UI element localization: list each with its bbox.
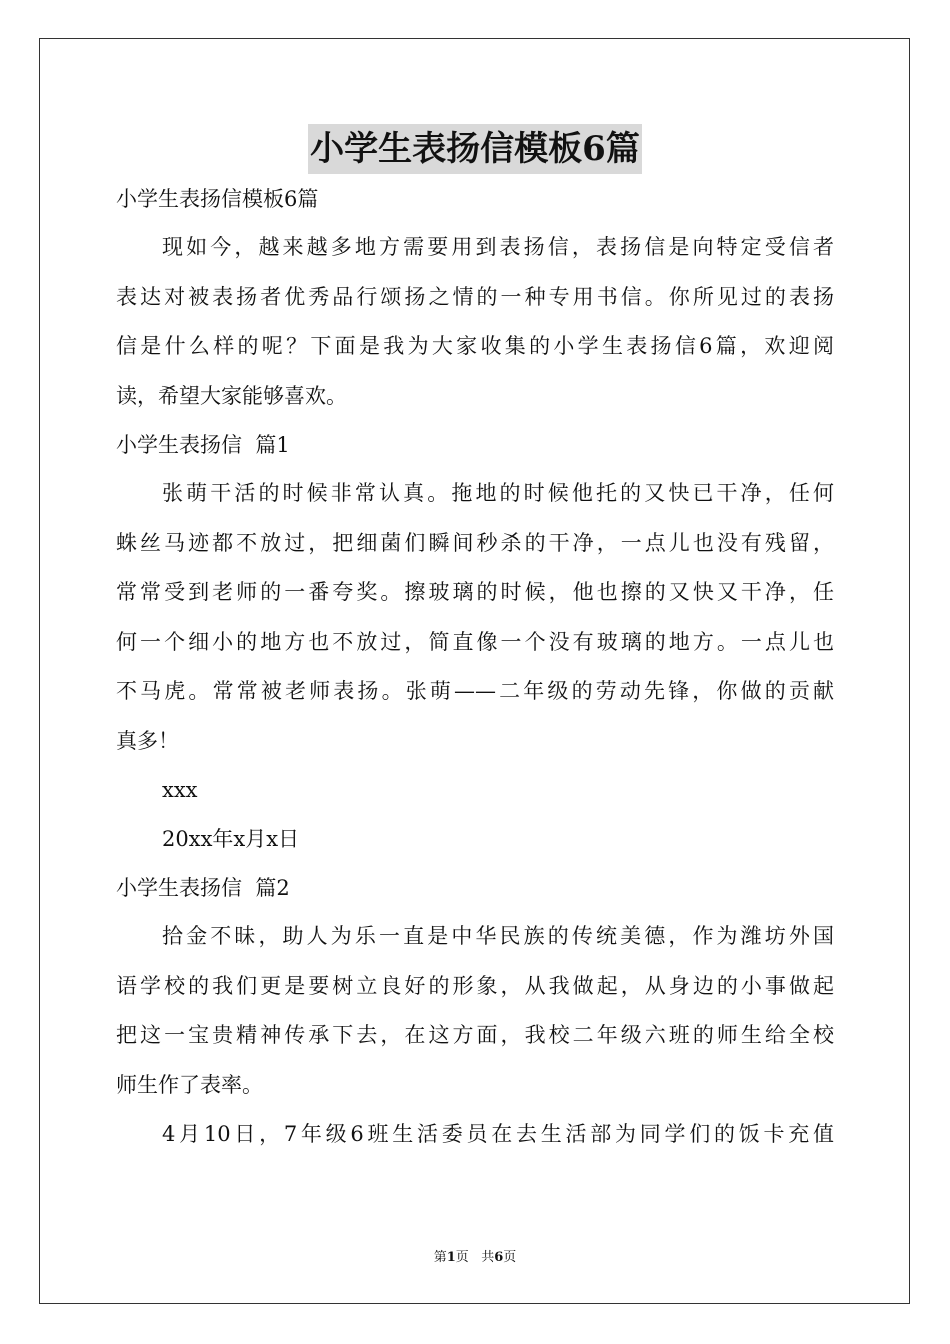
section1-paragraph: [116, 469, 834, 766]
section2-line: 师生作了表率。: [116, 1072, 263, 1097]
footer-prefix: 第: [433, 1250, 447, 1265]
page-footer: [0, 1246, 950, 1265]
intro-paragraph: [116, 223, 834, 421]
footer-mid: 页 共: [455, 1250, 495, 1265]
section1-line: 真多！: [116, 728, 179, 753]
footer-page-number: 1: [446, 1250, 456, 1265]
document-title: 小学生表扬信模板6篇: [308, 124, 642, 174]
section1-line: 张萌干活的时候非常认真。拖地的时候他托的又快已干净，任何: [162, 481, 834, 505]
section2-heading: 小学生表扬信 篇2: [116, 876, 290, 900]
section1-signature: xxx: [162, 778, 198, 802]
section1-line: 蛛丝马迹都不放过，把细菌们瞬间秒杀的干净，一点儿也没有残留，: [116, 530, 834, 555]
section2-line: 把这一宝贵精神传承下去，在这方面，我校二年级六班的师生给全校: [116, 1023, 834, 1047]
document-body: [116, 175, 834, 1160]
title-container: [0, 124, 950, 174]
section1-line: 常常受到老师的一番夸奖。擦玻璃的时候，他也擦的又快又干净，任: [116, 580, 834, 604]
section1-line: 不马虎。常常被老师表扬。张萌——二年级的劳动先锋，你做的贡献: [116, 679, 834, 703]
section2-p2-line: 4月10日，7年级6班生活委员在去生活部为同学们的饭卡充值: [162, 1122, 834, 1146]
intro-line: 读，希望大家能够喜欢。: [116, 383, 347, 408]
section1-line: 何一个细小的地方也不放过，简直像一个没有玻璃的地方。一点儿也: [116, 629, 834, 654]
section1-date: 20xx年x月x日: [162, 827, 300, 851]
section2-line: 语学校的我们更是要树立良好的形象，从我做起，从身边的小事做起: [116, 973, 834, 998]
intro-line: 表达对被表扬者优秀品行颂扬之情的一种专用书信。你所见过的表扬: [116, 284, 834, 309]
footer-suffix: 页: [503, 1250, 517, 1265]
intro-line: 现如今，越来越多地方需要用到表扬信，表扬信是向特定受信者: [162, 235, 834, 259]
intro-line: 信是什么样的呢？下面是我为大家收集的小学生表扬信6篇，欢迎阅: [116, 334, 834, 358]
section2-paragraph-2: [116, 1110, 834, 1160]
intro-heading: 小学生表扬信模板6篇: [116, 187, 319, 211]
section1-heading: 小学生表扬信 篇1: [116, 433, 290, 457]
section2-paragraph: [116, 912, 834, 1110]
footer-page-total: 6: [494, 1250, 504, 1265]
section2-line: 拾金不昧，助人为乐一直是中华民族的传统美德，作为潍坊外国: [162, 924, 834, 948]
